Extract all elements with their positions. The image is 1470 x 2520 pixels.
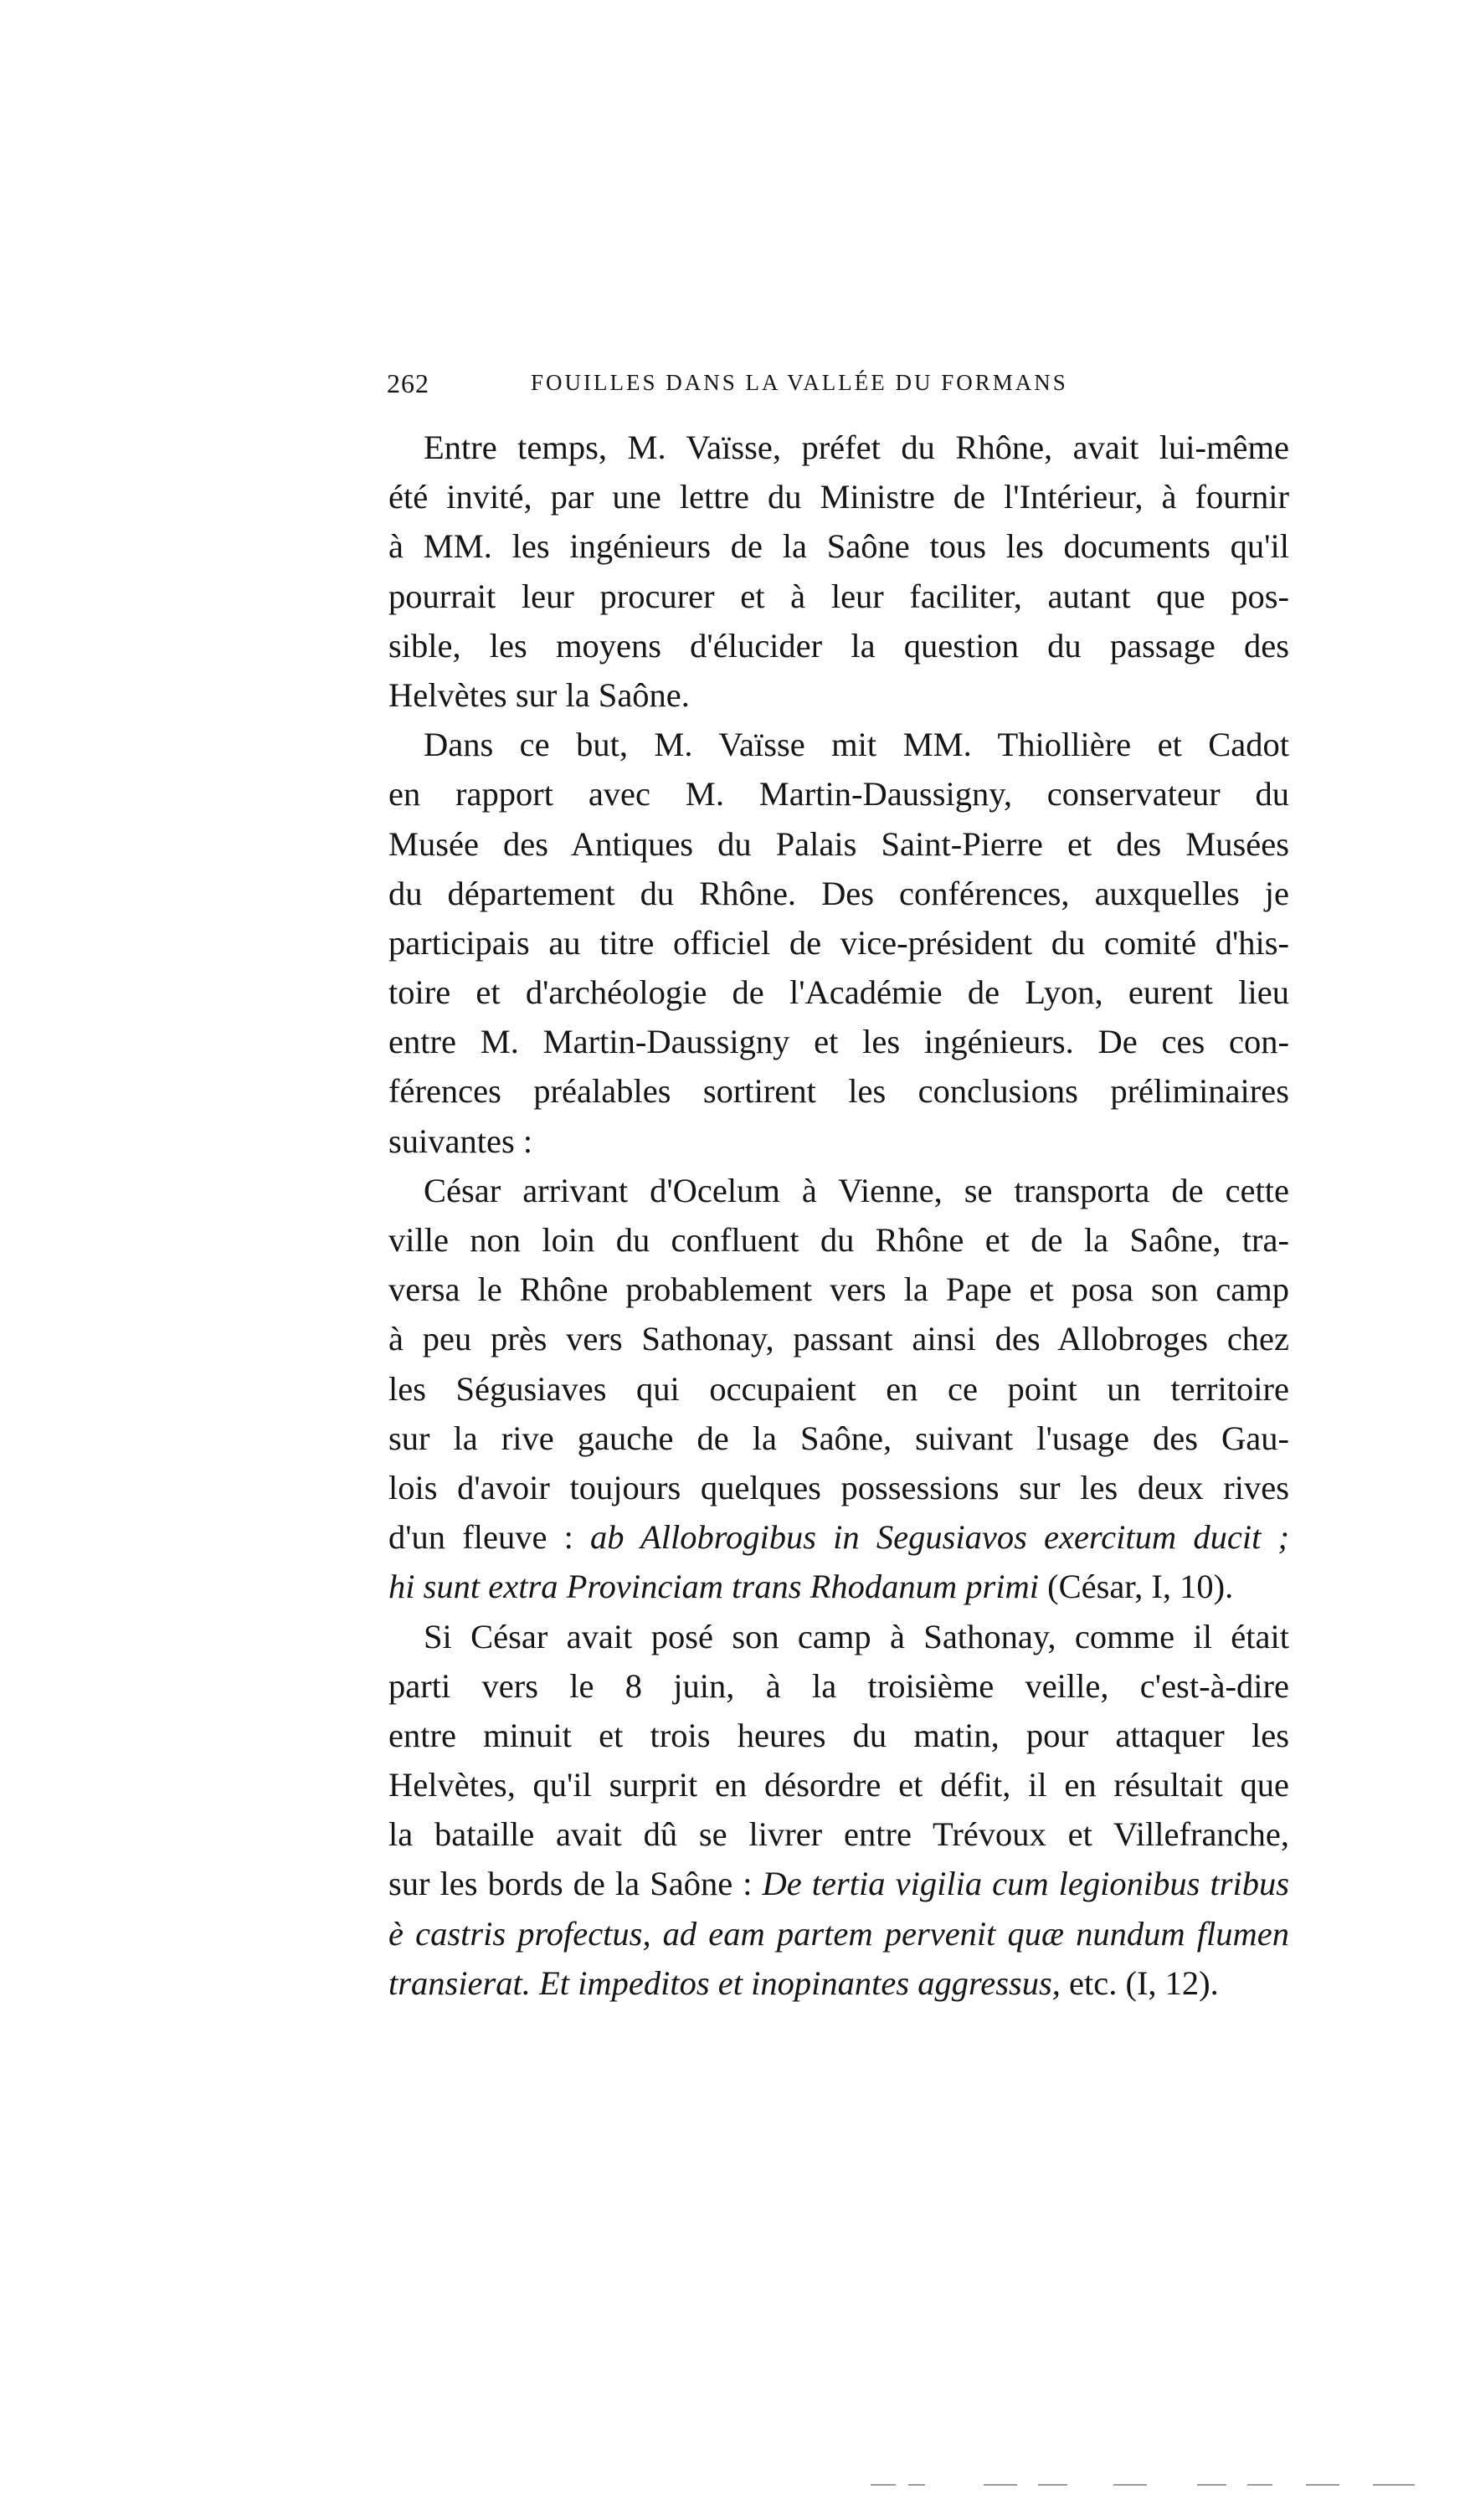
text-run: Entre temps, M. Vaïsse, préfet du Rhône, avait lui-même <box>424 429 1289 466</box>
text-line <box>388 869 1289 918</box>
text-line <box>388 572 1289 621</box>
text-line <box>388 1809 1289 1859</box>
text-line <box>388 1711 1289 1760</box>
text-line <box>388 1215 1289 1265</box>
text-line <box>388 1166 1289 1215</box>
text-run: à MM. les ingénieurs de la Saône tous les documents qu'il <box>388 527 1289 566</box>
text-run: Helvètes, qu'il surprit en désordre et défit, il en résultait que <box>388 1766 1289 1804</box>
text-run: participais au titre officiel de vice-président du comité d'his- <box>388 923 1289 962</box>
text-line <box>388 720 1289 769</box>
text-line <box>388 1414 1289 1463</box>
text-line <box>388 1066 1289 1116</box>
text-run: pourrait leur procurer et à leur faciliter, autant que pos- <box>388 577 1289 615</box>
paragraph <box>388 720 1289 1166</box>
text-run: etc. (I, 12). <box>1060 1963 1219 2002</box>
text-run: entre M. Martin-Daussigny et les ingénieurs. De ces con- <box>388 1023 1289 1061</box>
text-run: en rapport avec M. Martin-Daussigny, conservateur du <box>388 775 1289 813</box>
latin-quotation: transierat. Et impeditos et inopinantes aggressus, <box>388 1963 1061 2002</box>
text-run: Dans ce but, M. Vaïsse mit MM. Thiollière et Cadot <box>424 726 1289 764</box>
text-run: lois d'avoir toujours quelques possessions sur les deux rives <box>388 1468 1289 1506</box>
text-line <box>388 621 1289 670</box>
text-line <box>388 1116 1289 1166</box>
latin-quotation: De tertia vigilia cum legionibus tribus <box>762 1865 1289 1903</box>
text-run: ville non loin du confluent du Rhône et de la Saône, tra- <box>388 1221 1289 1259</box>
running-title: FOUILLES DANS LA VALLÉE DU FORMANS <box>531 370 1068 395</box>
text-run: les Ségusiaves qui occupaient en ce point un territoire <box>388 1369 1289 1408</box>
text-run: César arrivant d'Ocelum à Vienne, se transporta de cette <box>424 1171 1289 1209</box>
text-line <box>388 1859 1289 1908</box>
text-run: sible, les moyens d'élucider la question du passage des <box>388 626 1289 665</box>
text-line <box>388 1909 1289 1958</box>
text-line <box>388 1612 1289 1661</box>
text-line <box>388 423 1289 472</box>
text-line <box>388 819 1289 869</box>
latin-quotation: è castris profectus, ad eam partem pervenit quæ nundum flumen <box>388 1914 1289 1953</box>
text-run: d'un fleuve : <box>388 1518 591 1557</box>
text-line <box>388 1364 1289 1414</box>
body-text <box>388 423 1289 2008</box>
text-run: du département du Rhône. Des conférences, auxquelles je <box>388 874 1289 912</box>
text-run: entre minuit et trois heures du matin, pour attaquer les <box>388 1716 1289 1754</box>
text-line <box>388 1958 1289 2008</box>
text-run: sur la rive gauche de la Saône, suivant l'usage des Gau- <box>388 1419 1289 1457</box>
text-line <box>388 521 1289 571</box>
text-run: Musée des Antiques du Palais Saint-Pierre et des Musées <box>388 824 1289 863</box>
text-run: été invité, par une lettre du Ministre de l'Intérieur, à fournir <box>388 478 1289 516</box>
text-line <box>388 1314 1289 1363</box>
paragraph <box>388 1166 1289 1612</box>
page-number: 262 <box>387 368 429 398</box>
text-run: la bataille avait dû se livrer entre Trévoux et Villefranche, <box>388 1815 1289 1854</box>
text-line <box>388 769 1289 819</box>
text-run: parti vers le 8 juin, à la troisième veille, c'est-à-dire <box>388 1666 1289 1705</box>
text-run: Si César avait posé son camp à Sathonay, comme il était <box>424 1617 1289 1655</box>
text-line <box>388 670 1289 720</box>
text-line <box>388 1562 1289 1611</box>
text-run: à peu près vers Sathonay, passant ainsi des Allobroges chez <box>388 1320 1289 1358</box>
latin-quotation: ab Allobrogibus in Segusiavos exercitum ducit ; <box>590 1518 1289 1557</box>
text-run: toire et d'archéologie de l'Académie de Lyon, eurent lieu <box>388 973 1289 1012</box>
running-head <box>387 368 1140 405</box>
text-line <box>388 1265 1289 1314</box>
paragraph <box>388 423 1289 720</box>
text-line <box>388 1463 1289 1512</box>
text-line <box>388 1017 1289 1066</box>
text-run: (César, I, 10). <box>1038 1568 1234 1606</box>
text-run: férences préalables sortirent les conclusions préliminaires <box>388 1072 1289 1111</box>
text-line <box>388 1760 1289 1809</box>
text-line <box>388 1512 1289 1562</box>
text-line <box>388 1661 1289 1711</box>
text-run: Helvètes sur la Saône. <box>388 675 690 714</box>
text-line <box>388 967 1289 1017</box>
paragraph <box>388 1612 1289 2009</box>
text-run: versa le Rhône probablement vers la Pape et posa son camp <box>388 1270 1289 1309</box>
text-run: suivantes : <box>388 1121 533 1160</box>
latin-quotation: hi sunt extra Provinciam trans Rhodanum primi <box>388 1568 1039 1606</box>
text-line <box>388 918 1289 967</box>
text-run: sur les bords de la Saône : <box>388 1865 763 1903</box>
text-line <box>388 472 1289 521</box>
